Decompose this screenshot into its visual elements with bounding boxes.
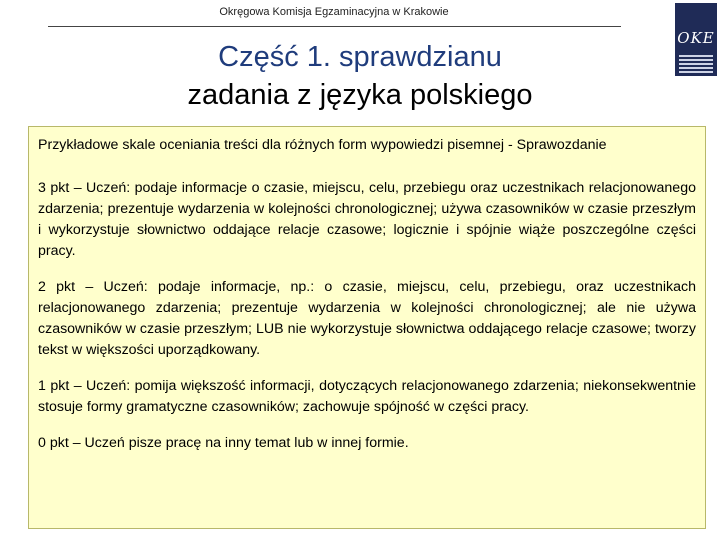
criterion-2: [38, 277, 696, 361]
criterion-0: [38, 433, 696, 454]
content-box: [28, 126, 706, 529]
criterion-text: – Uczeń pisze pracę na inny temat lub w innej formie.: [68, 435, 409, 451]
criterion-text: – Uczeń: podaje informacje, np.: o czasie, miejscu, celu, przebiegu, oraz uczestnikach relacjonowanego zdarzenia; prezentuje wydarzenia w kolejności chronologicznej; ale nie używa czasowników w czasie przeszłym; LUB nie wykorzystuje słownictwa oddającego relacje czasowe; tworzy tekst w większości uporządkowany.: [38, 279, 696, 358]
logo-mark: OKE: [677, 29, 715, 47]
criterion-points: 2 pkt: [38, 279, 76, 295]
header-divider: [48, 26, 621, 27]
criterion-text: – Uczeń: pomija większość informacji, dotyczących relacjonowanego zdarzenia; niekonsekwentnie stosuje formy gramatyczne czasowników; zachowuje spójność w części pracy.: [38, 378, 696, 415]
page-title: [0, 38, 720, 114]
criterion-3: [38, 178, 696, 262]
criterion-points: 0 pkt: [38, 435, 69, 451]
intro-text: Przykładowe skale oceniania treści dla różnych form wypowiedzi pisemnej - Sprawozdanie: [38, 137, 607, 153]
criterion-points: 1 pkt: [38, 378, 70, 394]
criterion-1: [38, 376, 696, 418]
criterion-text: – Uczeń: podaje informacje o czasie, miejscu, celu, przebiegu oraz uczestnikach relacjonowanego zdarzenia; prezentuje wydarzenia w kolejności chronologicznej; używa czasowników w czasie przeszłym i wykorzystuje słownictwo oddające relacje czasowe; logicznie i spójnie wiąże poszczególne części pracy.: [38, 180, 696, 259]
criterion-points: 3 pkt: [38, 180, 70, 196]
title-line-2: zadania z języka polskiego: [187, 79, 533, 111]
header-organization: Okręgowa Komisja Egzaminacyjna w Krakowie: [219, 6, 449, 18]
title-line-1: Część 1. sprawdzianu: [218, 41, 502, 73]
